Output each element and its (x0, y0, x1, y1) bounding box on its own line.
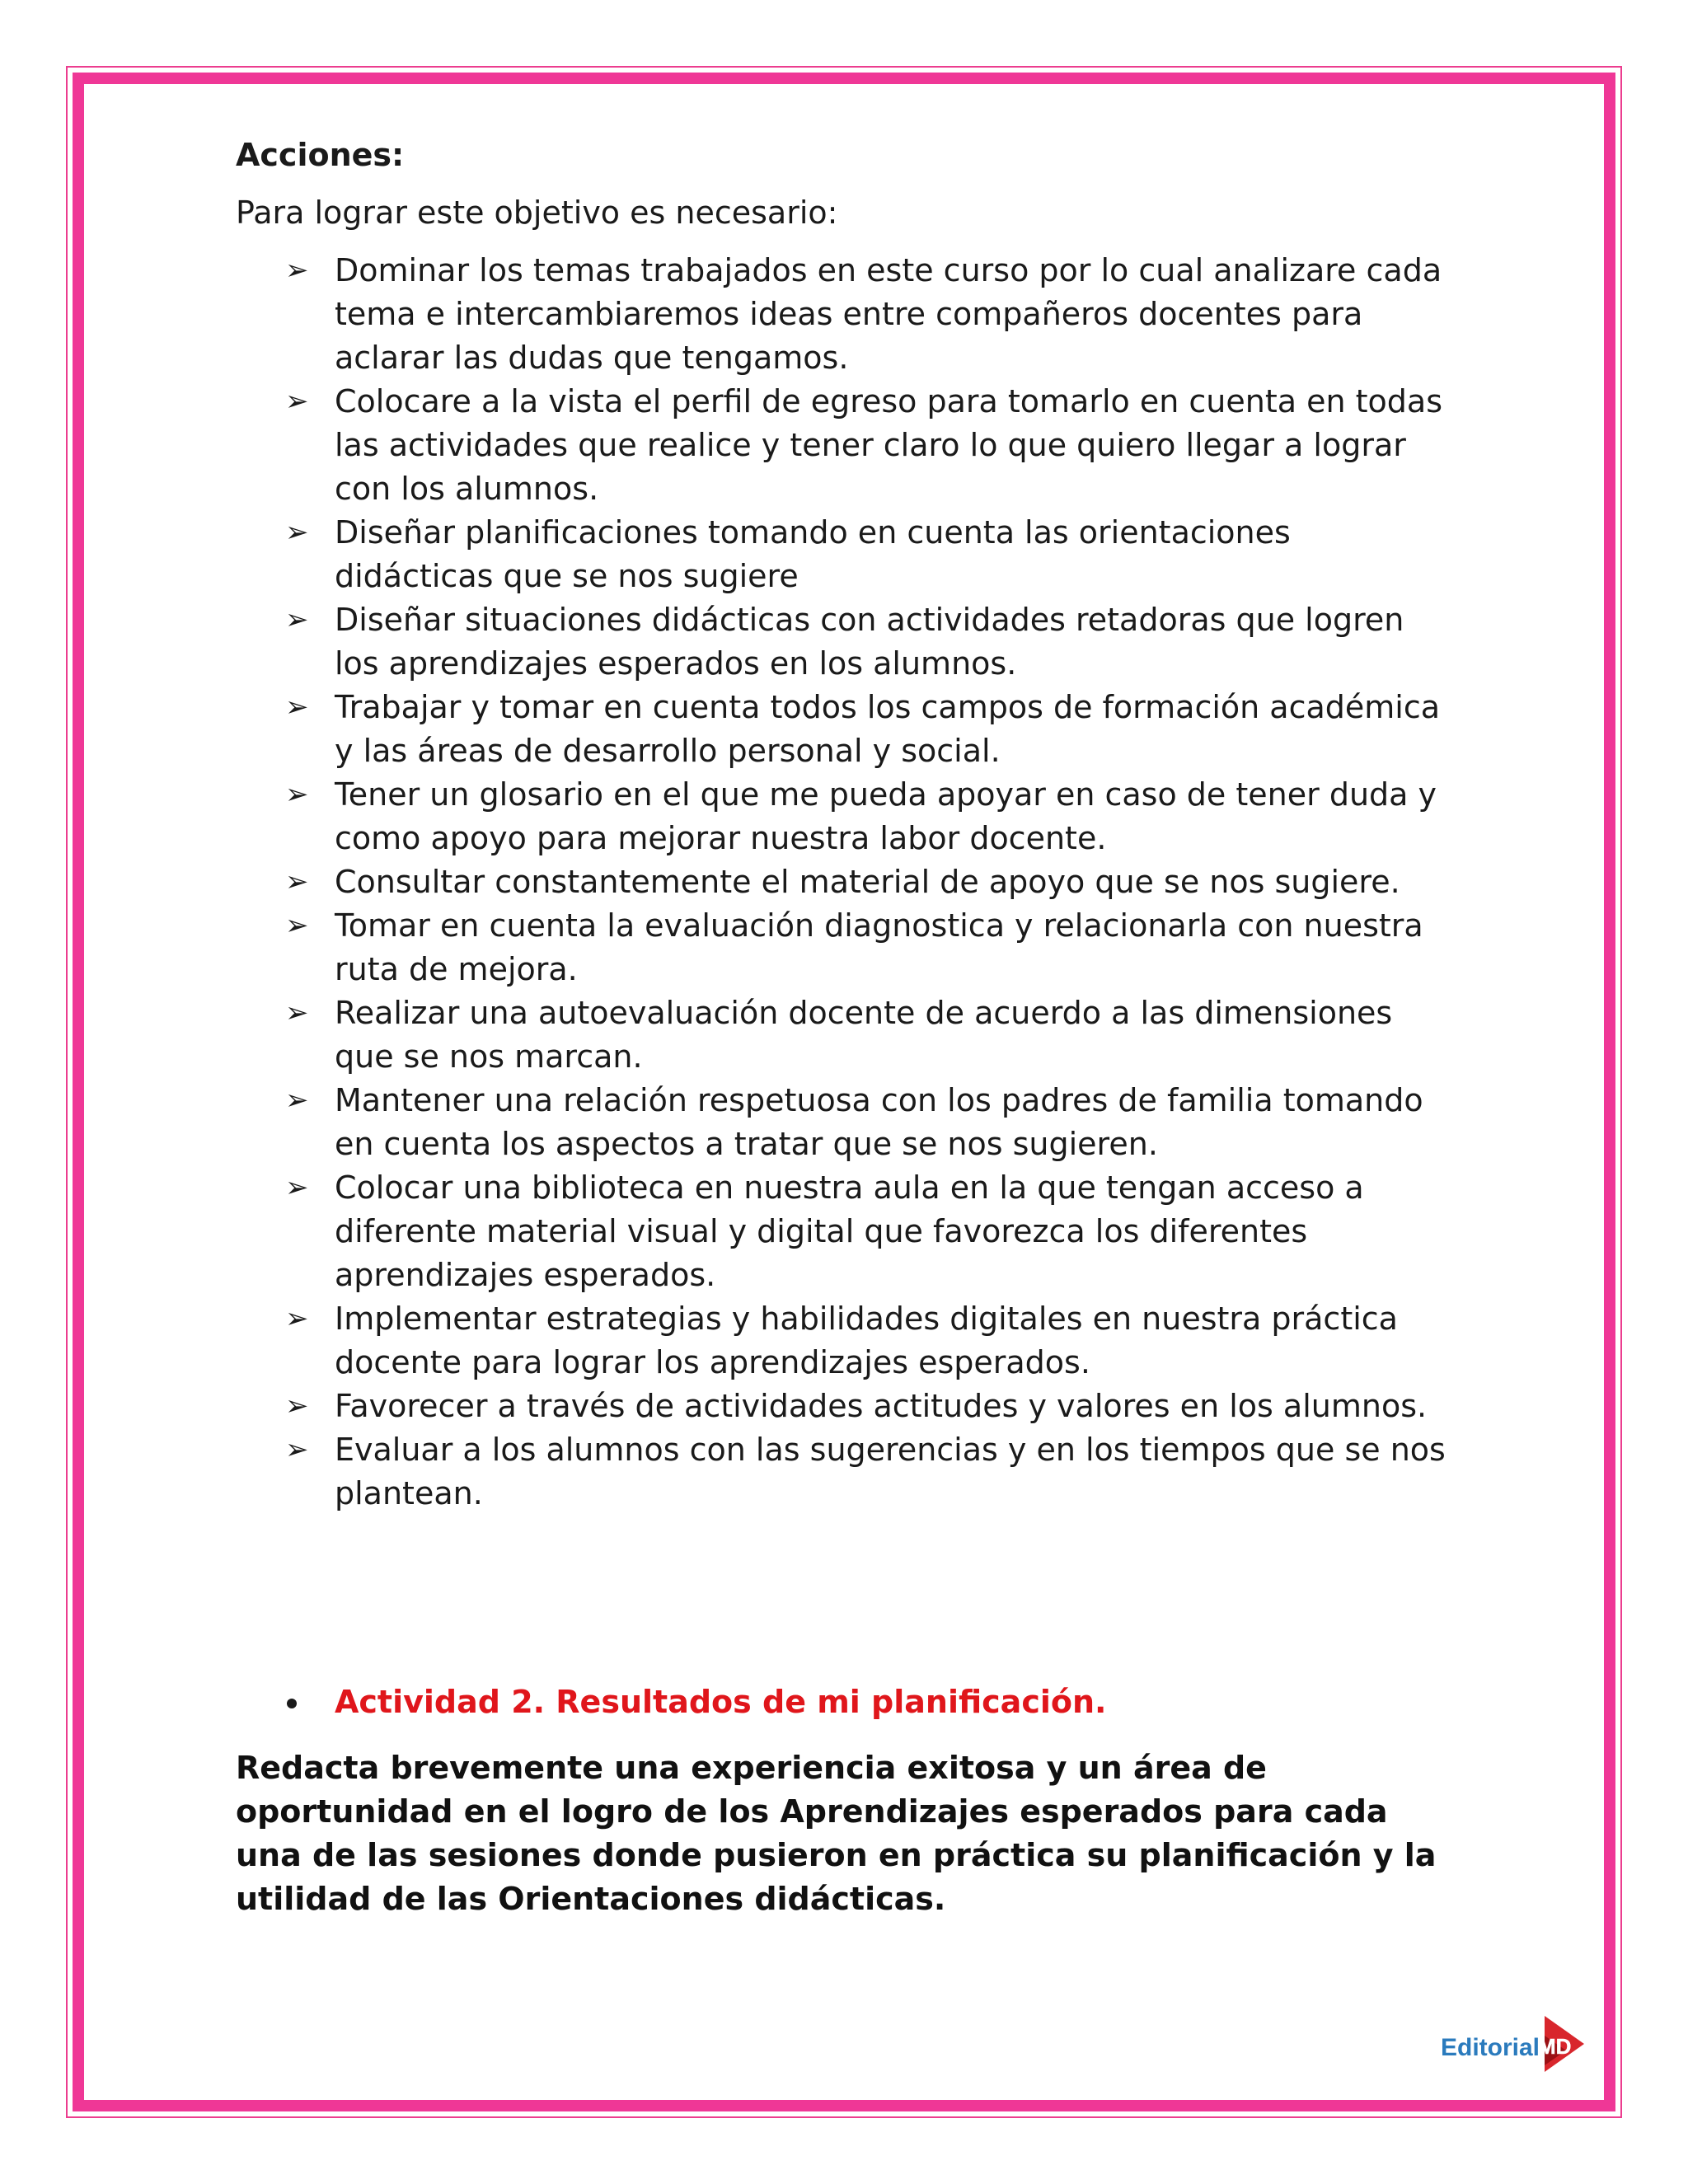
arrow-bullet-icon: ➢ (285, 996, 309, 1029)
arrow-bullet-icon: ➢ (285, 254, 309, 287)
action-item (236, 991, 1456, 1079)
action-item (236, 1428, 1456, 1516)
action-text: Diseñar situaciones didácticas con actividades retadoras que logren los aprendizajes esperados en los alumnos. (335, 602, 1404, 682)
action-text: Colocar una biblioteca en nuestra aula en la que tengan acceso a diferente material visual y digital que favorezca los diferentes aprendizajes esperados. (335, 1169, 1364, 1293)
logo-mark-icon (1530, 2011, 1587, 2077)
action-item (236, 249, 1456, 380)
action-item (236, 1166, 1456, 1297)
arrow-bullet-icon: ➢ (285, 865, 309, 898)
action-item (236, 773, 1456, 860)
action-text: Evaluar a los alumnos con las sugerencias y en los tiempos que se nos plantean. (335, 1432, 1446, 1511)
arrow-bullet-icon: ➢ (285, 1390, 309, 1422)
arrow-bullet-icon: ➢ (285, 603, 309, 636)
action-item (236, 1079, 1456, 1166)
action-item (236, 380, 1456, 511)
action-text: Implementar estrategias y habilidades digitales en nuestra práctica docente para lograr los aprendizajes esperados. (335, 1301, 1398, 1380)
arrow-bullet-icon: ➢ (285, 691, 309, 724)
action-text: Realizar una autoevaluación docente de acuerdo a las dimensiones que se nos marcan. (335, 995, 1393, 1075)
bullet-dot-icon (287, 1699, 297, 1708)
intro-text: Para lograr este objetivo es necesario: (236, 194, 838, 231)
activity-title: Actividad 2. Resultados de mi planificación. (335, 1684, 1107, 1720)
arrow-bullet-icon: ➢ (285, 1433, 309, 1466)
arrow-bullet-icon: ➢ (285, 909, 309, 942)
action-text: Colocare a la vista el perfil de egreso para tomarlo en cuenta en todas las actividades que realice y tener claro lo que quiero llegar a lograr con los alumnos. (335, 383, 1442, 507)
activity-item (236, 1680, 1456, 1723)
section-heading: Acciones: (236, 137, 405, 173)
logo-text: Editorial (1441, 2034, 1540, 2061)
arrow-bullet-icon: ➢ (285, 516, 309, 549)
action-item (236, 860, 1456, 904)
arrow-bullet-icon: ➢ (285, 1084, 309, 1117)
action-text: Dominar los temas trabajados en este curso por lo cual analizare cada tema e intercambiaremos ideas entre compañeros docentes para aclarar las dudas que tengamos. (335, 252, 1442, 376)
action-item (236, 598, 1456, 686)
actions-list (236, 249, 1456, 1516)
action-text: Favorecer a través de actividades actitudes y valores en los alumnos. (335, 1388, 1428, 1424)
document-body (236, 134, 1456, 1952)
action-text: Mantener una relación respetuosa con los padres de familia tomando en cuenta los aspectos a tratar que se nos sugieren. (335, 1082, 1423, 1162)
action-text: Diseñar planificaciones tomando en cuenta las orientaciones didácticas que se nos sugiere (335, 514, 1291, 594)
arrow-bullet-icon: ➢ (285, 1171, 309, 1204)
action-item (236, 904, 1456, 991)
arrow-bullet-icon: ➢ (285, 385, 309, 418)
arrow-bullet-icon: ➢ (285, 1302, 309, 1335)
action-item (236, 1385, 1456, 1428)
arrow-bullet-icon: ➢ (285, 778, 309, 811)
action-text: Tomar en cuenta la evaluación diagnostica y relacionarla con nuestra ruta de mejora. (335, 907, 1423, 987)
svg-text:MD: MD (1538, 2034, 1572, 2059)
action-item (236, 686, 1456, 773)
action-text: Trabajar y tomar en cuenta todos los campos de formación académica y las áreas de desarrollo personal y social. (335, 689, 1441, 769)
action-text: Tener un glosario en el que me pueda apoyar en caso de tener duda y como apoyo para mejorar nuestra labor docente. (335, 776, 1437, 856)
instruction-text: Redacta brevemente una experiencia exitosa y un área de oportunidad en el logro de los Aprendizajes esperados para cada una de las sesiones donde pusieron en práctica su planificación y la utilidad de las Orientaciones didácticas. (236, 1750, 1437, 1917)
action-item (236, 1297, 1456, 1385)
action-text: Consultar constantemente el material de apoyo que se nos sugiere. (335, 864, 1400, 900)
publisher-logo (1441, 2011, 1589, 2077)
action-item (236, 511, 1456, 598)
